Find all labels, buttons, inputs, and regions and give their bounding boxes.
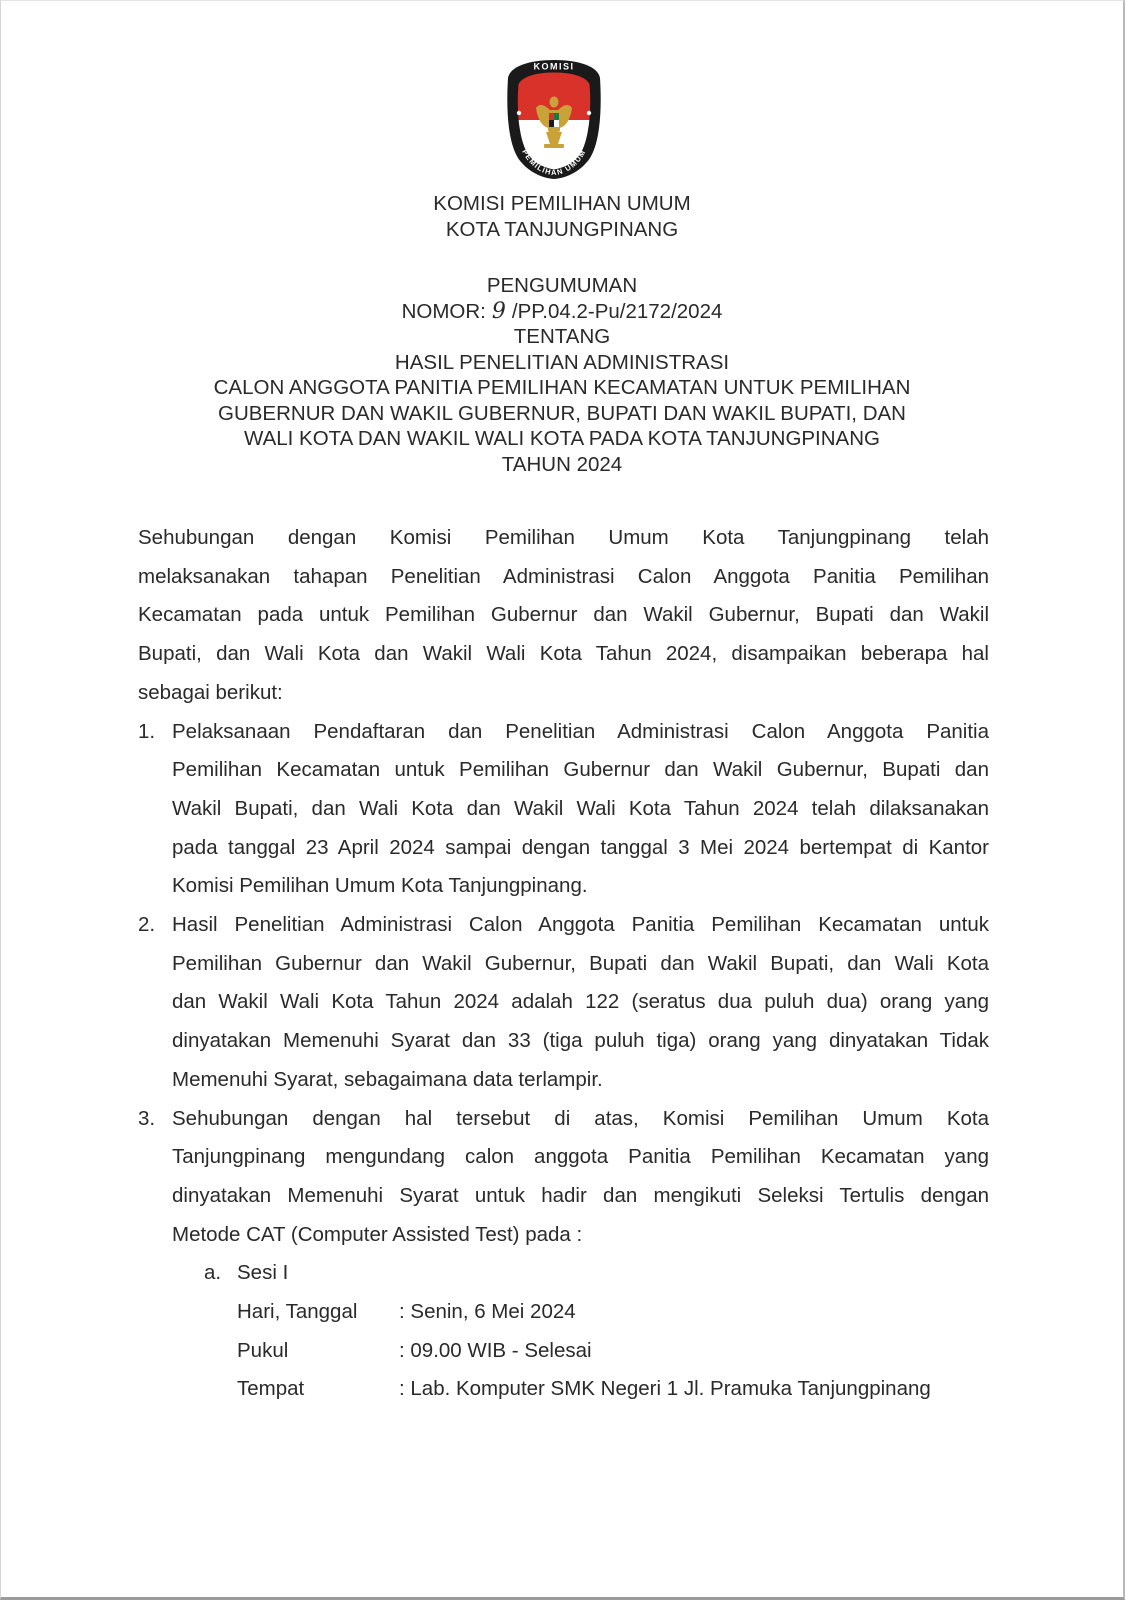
session-detail-label: Tempat	[237, 1377, 305, 1401]
tentang-label: TENTANG	[513, 325, 611, 348]
nomor-label: NOMOR:	[401, 299, 486, 323]
subject-line: WALI KOTA DAN WAKIL WALI KOTA PADA KOTA TANJUNGPINANG	[243, 427, 880, 450]
document-title-block	[1, 273, 1123, 477]
subject-line: GUBERNUR DAN WAKIL GUBERNUR, BUPATI DAN WAKIL BUPATI, DAN	[218, 401, 906, 425]
list-item-line: Hasil Penelitian Administrasi Calon Anggota Panitia Pemilihan Kecamatan untuk	[172, 913, 989, 937]
list-item-line: Tanjungpinang mengundang calon anggota Panitia Pemilihan Kecamatan yang	[172, 1145, 989, 1169]
list-item	[138, 713, 989, 907]
subject-line: CALON ANGGOTA PANITIA PEMILIHAN KECAMATAN UNTUK PEMILIHAN	[213, 376, 911, 399]
list-item-line: Sehubungan dengan hal tersebut di atas, Komisi Pemilihan Umum Kota	[172, 1106, 989, 1130]
kpu-logo-icon	[506, 58, 602, 180]
intro-line: Kecamatan pada untuk Pemilihan Gubernur dan Wakil Gubernur, Bupati dan Wakil	[138, 603, 989, 627]
intro-line: Sehubungan dengan Komisi Pemilihan Umum Kota Tanjungpinang telah	[138, 526, 989, 549]
list-item-number: 3.	[138, 1106, 156, 1130]
session-detail-label: Hari, Tanggal	[237, 1300, 358, 1324]
list-item	[138, 906, 989, 1100]
session-detail-label: Pukul	[237, 1338, 289, 1362]
intro-paragraph	[138, 519, 989, 713]
session-detail-value: : Lab. Komputer SMK Negeri 1 Jl. Pramuka Tanjungpinang	[399, 1377, 931, 1401]
intro-line: sebagai berikut:	[138, 680, 283, 704]
intro-line: melaksanakan tahapan Penelitian Administrasi Calon Anggota Panitia Pemilihan	[138, 564, 989, 588]
nomor-suffix: /PP.04.2-Pu/2172/2024	[511, 299, 723, 323]
session-detail-value: : 09.00 WIB - Selesai	[399, 1338, 592, 1362]
list-item-number: 2.	[138, 913, 156, 937]
subject-line: TAHUN 2024	[501, 452, 623, 476]
org-header	[1, 191, 1123, 243]
list-item-line: Komisi Pemilihan Umum Kota Tanjungpinang.	[172, 874, 588, 898]
list-item-line: pada tanggal 23 April 2024 sampai dengan tanggal 3 Mei 2024 bertempat di Kantor	[172, 835, 989, 859]
logo-top-text: KOMISI	[533, 61, 575, 72]
list-item-line: dan Wakil Wali Kota Tahun 2024 adalah 122 (seratus dua puluh dua) orang yang	[172, 990, 989, 1014]
session-heading	[138, 1254, 989, 1293]
intro-line: Bupati, dan Wali Kota dan Wakil Wali Kota Tahun 2024, disampaikan beberapa hal	[138, 642, 989, 666]
document-body	[138, 519, 989, 1409]
list-item-line: Pemilihan Gubernur dan Wakil Gubernur, Bupati dan Wakil Bupati, dan Wali Kota	[172, 951, 989, 975]
document-number	[1, 299, 1123, 325]
list-item-line: Memenuhi Syarat, sebagaimana data terlampir.	[172, 1067, 603, 1091]
session-detail-value: : Senin, 6 Mei 2024	[399, 1300, 576, 1324]
session-letter: a.	[204, 1261, 222, 1285]
list-item-line: Pelaksanaan Pendaftaran dan Penelitian Administrasi Calon Anggota Panitia	[172, 719, 989, 743]
list-item-line: Pemilihan Kecamatan untuk Pemilihan Gubernur dan Wakil Gubernur, Bupati dan	[172, 758, 989, 782]
list-item-line: dinyatakan Memenuhi Syarat untuk hadir dan mengikuti Seleksi Tertulis dengan	[172, 1183, 989, 1207]
list-item-number: 1.	[138, 719, 156, 743]
session-detail-row	[138, 1370, 989, 1409]
session-detail-row	[138, 1293, 989, 1332]
list-item	[138, 1100, 989, 1255]
session-title: Sesi I	[237, 1261, 289, 1285]
list-item-line: dinyatakan Memenuhi Syarat dan 33 (tiga puluh tiga) orang yang dinyatakan Tidak	[172, 1029, 989, 1053]
org-name: KOMISI PEMILIHAN UMUM	[433, 192, 691, 215]
list-item-line: Wakil Bupati, dan Wali Kota dan Wakil Wali Kota Tahun 2024 telah dilaksanakan	[172, 796, 989, 820]
nomor-handwritten: 9	[491, 298, 506, 324]
document-type: PENGUMUMAN	[486, 274, 638, 297]
session-detail-row	[138, 1332, 989, 1371]
logo-bottom-text: PEMILIHAN UMUM	[520, 147, 588, 178]
list-item-line: Metode CAT (Computer Assisted Test) pada :	[172, 1222, 583, 1246]
org-city: KOTA TANJUNGPINANG	[445, 218, 679, 241]
subject-line: HASIL PENELITIAN ADMINISTRASI	[394, 350, 730, 374]
